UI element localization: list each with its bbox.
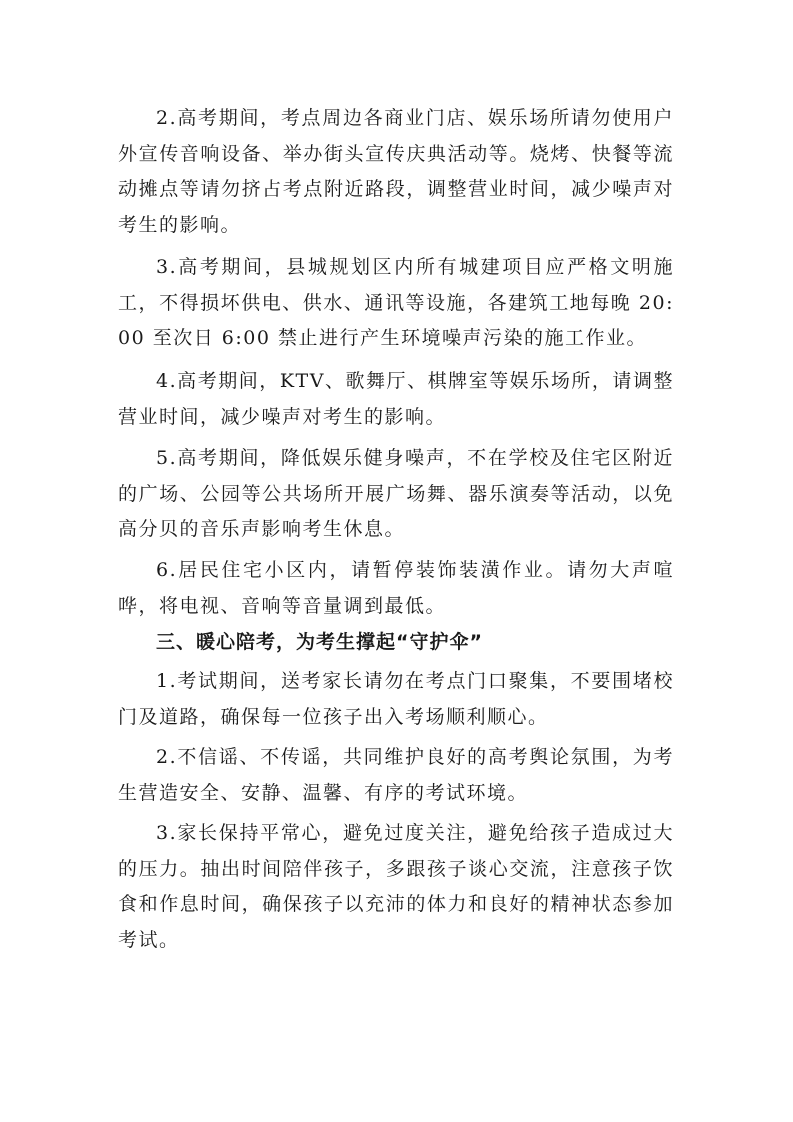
section-heading: 三、暖心陪考，为考生撑起“守护伞” (156, 631, 483, 653)
paragraph-parents-gathering: 1.考试期间，送考家长请勿在考点门口聚集，不要围堵校门及道路，确保每一位孩子出入考场顺利顺心。 (118, 670, 674, 728)
paragraph-no-rumors: 2.不信谣、不传谣，共同维护良好的高考舆论氛围，为考生营造安全、安静、温馨、有序的考试环境。 (118, 746, 674, 804)
paragraph-residential-quiet: 6.居民住宅小区内，请暂停装饰装潢作业。请勿大声喧哗，将电视、音响等音量调到最低。 (118, 559, 674, 617)
paragraph-entertainment-venues: 4.高考期间，KTV、歌舞厅、棋牌室等娱乐场所，请调整营业时间，减少噪声对考生的影响。 (118, 370, 674, 428)
paragraph-parents-mindset: 3.家长保持平常心，避免过度关注，避免给孩子造成过大的压力。抽出时间陪伴孩子，多跟孩子谈心交流，注意孩子饮食和作息时间，确保孩子以充沛的体力和良好的精神状态参加考试。 (118, 822, 674, 951)
paragraph-merchant-noise: 2.高考期间，考点周边各商业门店、娱乐场所请勿使用户外宣传音响设备、举办街头宣传庆典活动等。烧烤、快餐等流动摊点等请勿挤占考点附近路段，调整营业时间，减少噪声对考生的影响。 (118, 107, 674, 236)
paragraph-construction-noise: 3.高考期间，县城规划区内所有城建项目应严格文明施工，不得损坏供电、供水、通讯等设施，各建筑工地每晚 20:00 至次日 6:00 禁止进行产生环境噪声污染的施工作业。 (118, 256, 674, 349)
paragraph-fitness-noise: 5.高考期间，降低娱乐健身噪声，不在学校及住宅区附近的广场、公园等公共场所开展广场舞、器乐演奏等活动，以免高分贝的音乐声影响考生休息。 (118, 447, 674, 540)
